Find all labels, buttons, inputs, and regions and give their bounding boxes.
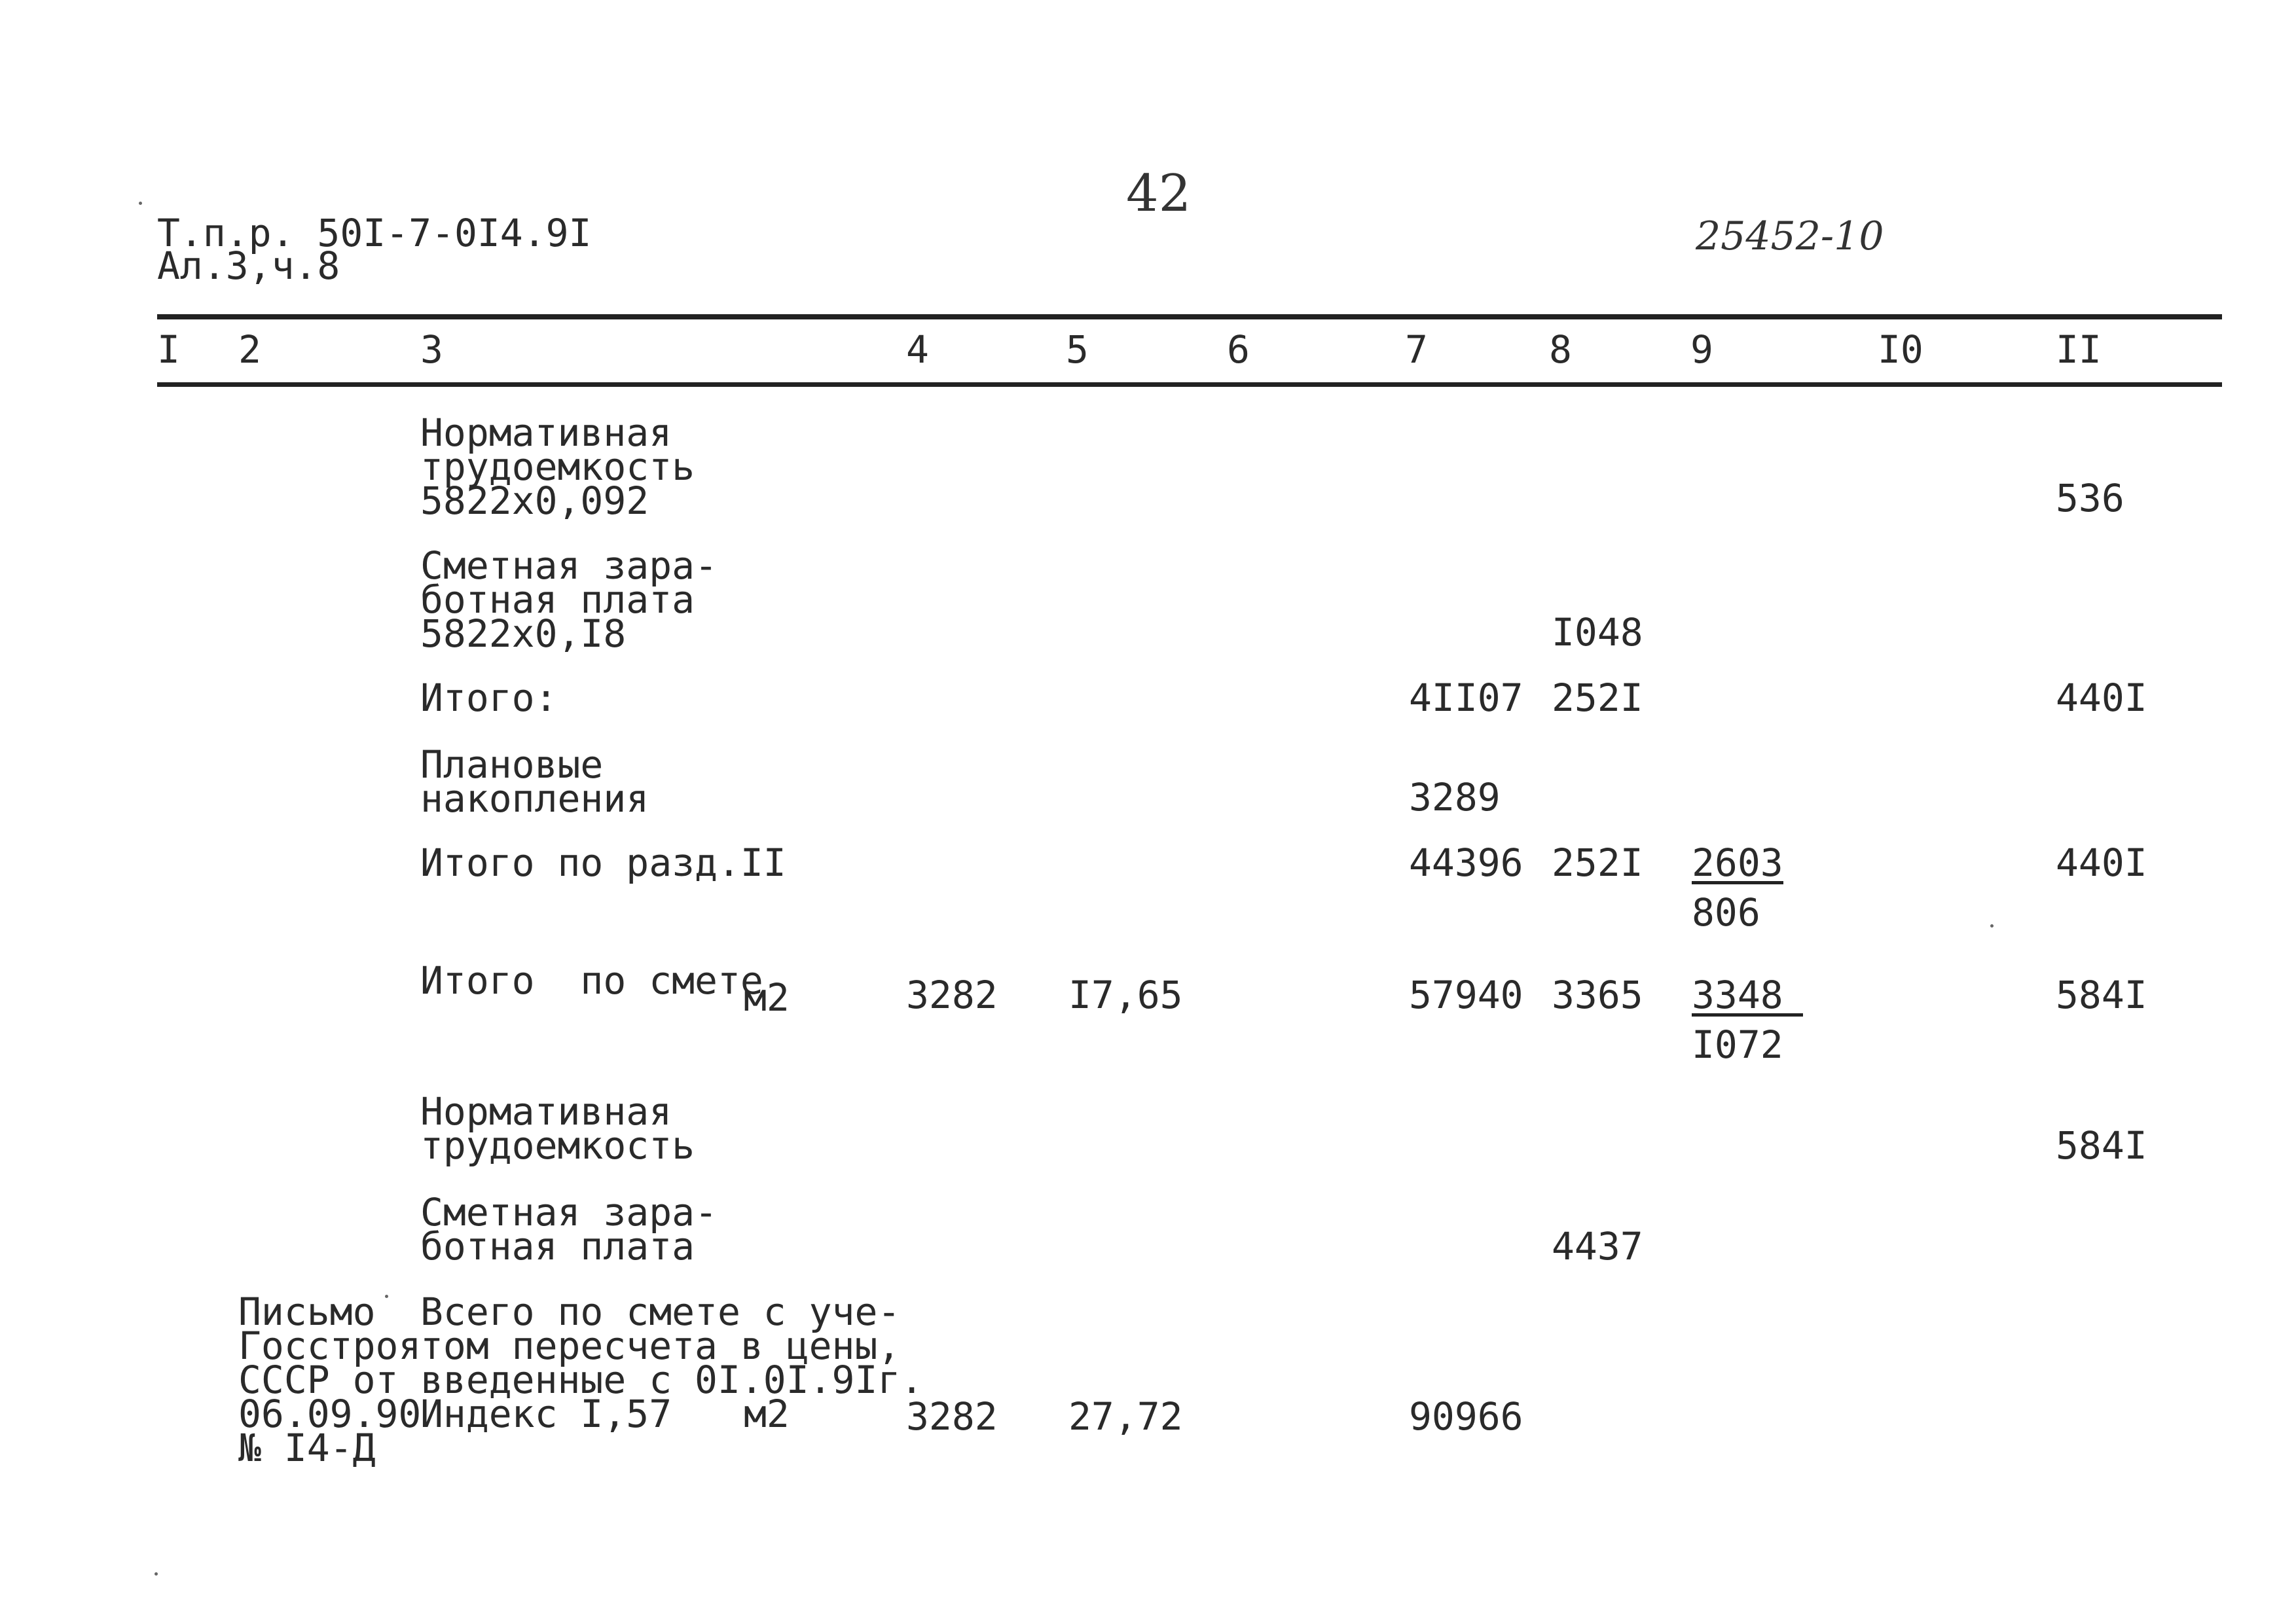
column-header-4: 4 (906, 327, 929, 372)
column-header-7: 7 (1405, 327, 1428, 372)
cell-col4: 3282 (906, 973, 998, 1017)
table-top-rule (157, 314, 2222, 319)
scan-speck (1990, 924, 1994, 928)
cell-col7: 3289 (1409, 775, 1501, 820)
cell-col8: 3365 (1552, 973, 1643, 1017)
cell-col11: 536 (2056, 476, 2124, 520)
table-header-rule (157, 382, 2222, 387)
row-label-normative-labor: Нормативная трудоемкость (420, 1089, 695, 1168)
page-number: 42 (1126, 164, 1192, 223)
cell-col8: I048 (1552, 610, 1643, 655)
column-header-1: I (157, 327, 180, 372)
row-label-grand-total: Всего по смете с уче- том пересчета в цены, введенные с 0I.0I.9Iг. Индекс I,57 (420, 1290, 924, 1436)
cell-col7: 90966 (1409, 1394, 1523, 1439)
cell-col11: 584I (2056, 973, 2147, 1017)
row-label-subtotal: Итого: (420, 676, 558, 720)
row-label-planned-savings: Плановые накопления (420, 742, 649, 821)
cell-col11: 584I (2056, 1123, 2147, 1168)
cell-col9-denominator: I072 (1692, 1022, 1783, 1067)
column-header-9: 9 (1690, 327, 1713, 372)
cell-unit: м2 (744, 975, 790, 1020)
cell-col7: 44396 (1409, 840, 1523, 885)
row-label-normative-labor: Нормативная трудоемкость 5822х0,092 (420, 410, 695, 523)
archive-stamp-number: 25452-10 (1696, 213, 1884, 259)
cell-col9-denominator: 806 (1692, 890, 1760, 935)
document-code: Т.п.р. 50I-7-0I4.9I (157, 211, 592, 255)
cell-col7: 57940 (1409, 973, 1523, 1017)
row-reference-letter: Письмо Госстроя СССР от 06.09.90 № I4-Д (238, 1290, 422, 1470)
cell-col8: 252I (1552, 676, 1643, 720)
row-label-estimated-wages: Сметная зара- ботная плата (420, 1190, 718, 1269)
cell-col9-numerator-value: 3348 (1692, 978, 1803, 1017)
cell-col8: 252I (1552, 840, 1643, 885)
row-label-section-total: Итого по разд.II (420, 840, 786, 885)
scan-speck (139, 202, 142, 205)
cell-col8: 4437 (1552, 1224, 1643, 1269)
cell-col9-numerator (1692, 973, 1803, 1017)
cell-unit: м2 (744, 1392, 790, 1436)
cell-col5: I7,65 (1068, 973, 1183, 1017)
cell-col9-numerator (1692, 840, 1783, 885)
row-label-estimate-total: Итого по смете (420, 958, 763, 1003)
cell-col9-numerator-value: 2603 (1692, 840, 1783, 885)
column-header-5: 5 (1066, 327, 1089, 372)
cell-col11: 440I (2056, 676, 2147, 720)
column-header-8: 8 (1549, 327, 1572, 372)
column-header-10: I0 (1878, 327, 1923, 372)
cell-col4: 3282 (906, 1394, 998, 1439)
row-label-estimated-wages: Сметная зара- ботная плата 5822х0,I8 (420, 543, 718, 656)
album-reference: Ал.3,ч.8 (157, 244, 340, 288)
cell-col7: 4II07 (1409, 676, 1523, 720)
column-header-3: 3 (420, 327, 443, 372)
scan-speck (155, 1572, 158, 1576)
column-header-2: 2 (238, 327, 261, 372)
column-header-6: 6 (1227, 327, 1250, 372)
cell-col11: 440I (2056, 840, 2147, 885)
cell-col5: 27,72 (1068, 1394, 1183, 1439)
scan-speck (385, 1295, 388, 1298)
column-header-11: II (2056, 327, 2102, 372)
